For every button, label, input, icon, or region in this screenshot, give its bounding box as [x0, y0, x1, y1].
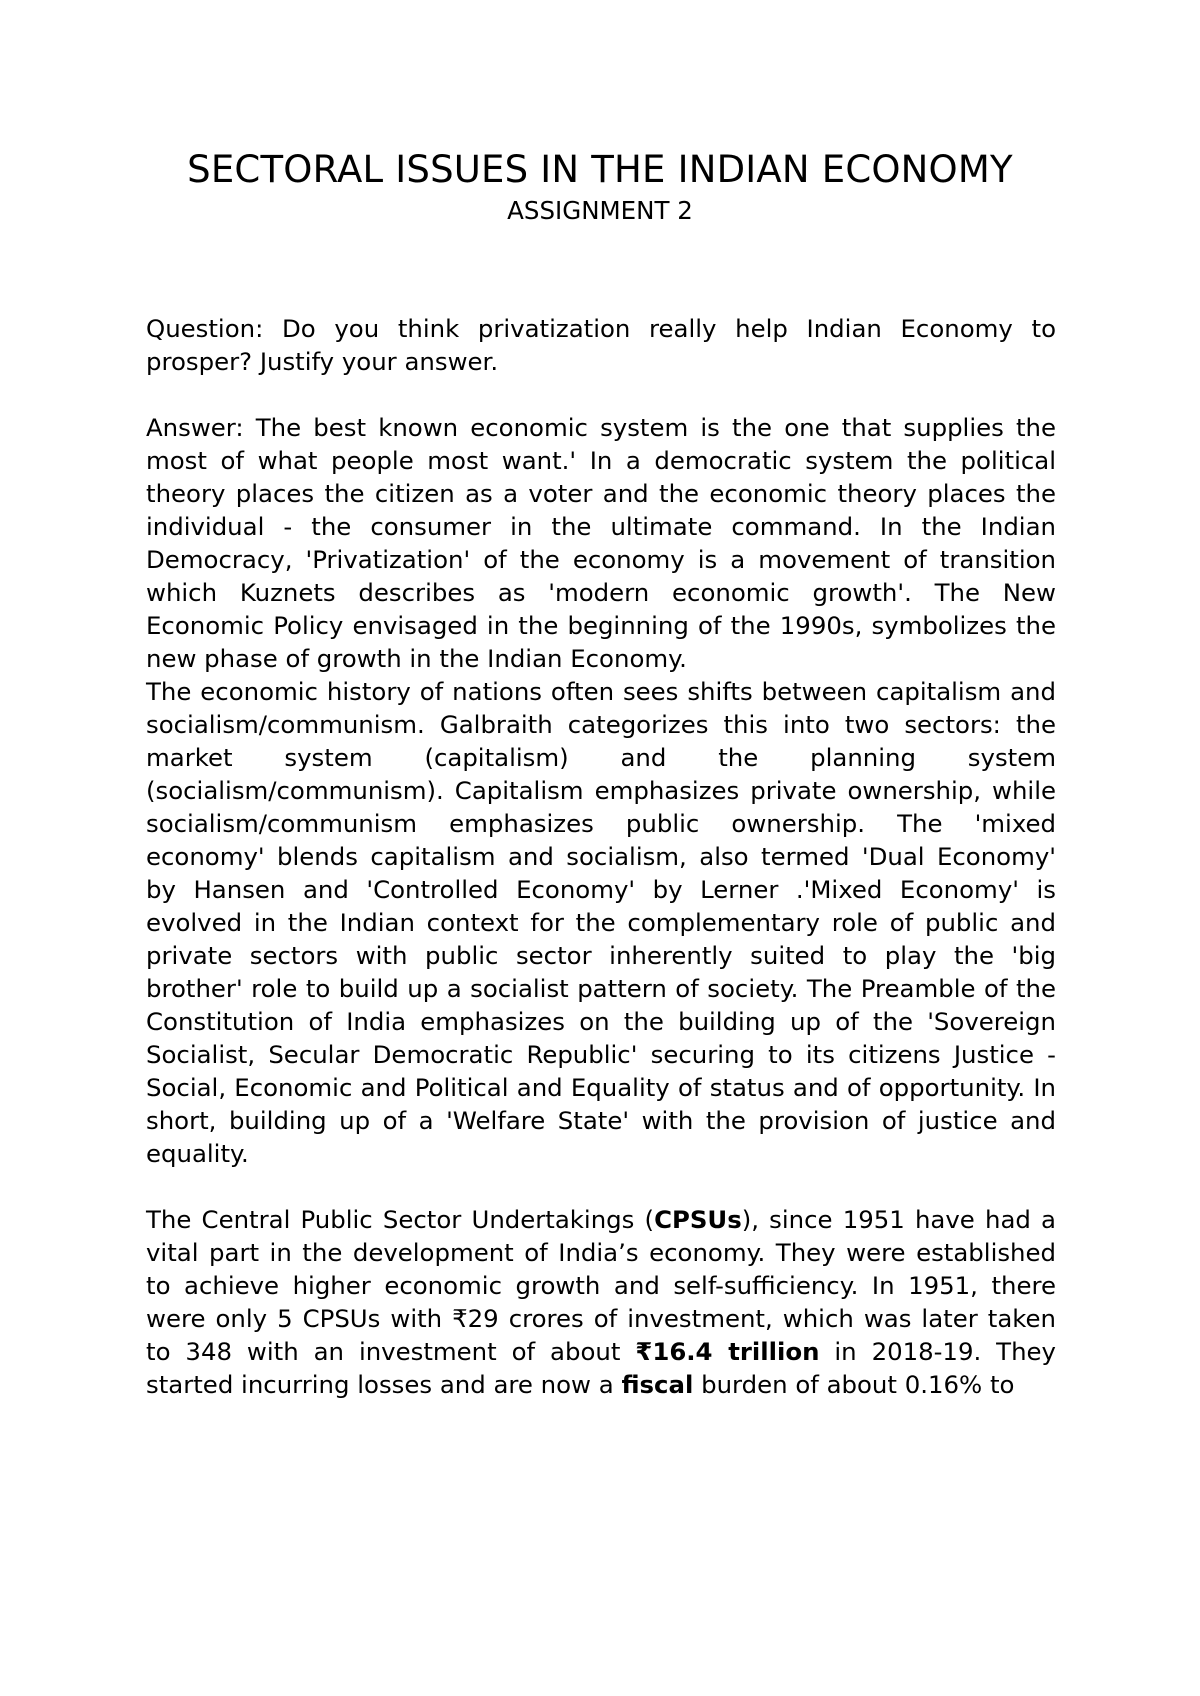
cpsu-text-4: burden of about 0.16% to	[693, 1370, 1015, 1399]
cpsu-text-1: The Central Public Sector Undertakings (	[146, 1205, 655, 1234]
document-body	[146, 312, 1056, 1401]
cpsu-text-2: ), since 1951 have had a vital part in the development of India’s economy. They were established to achieve higher economic growth and self-sufficiency. In 1951, there were only 5 CPSUs with ₹29 crores of investment, which was later taken to 348 with an investment of about	[146, 1205, 1056, 1366]
cpsu-text-3: in 2018-19. They started incurring losses and are now a	[146, 1337, 1056, 1399]
document-title: SECTORAL ISSUES IN THE INDIAN ECONOMY	[187, 148, 1013, 191]
cpsu-paragraph	[146, 1203, 1056, 1401]
paragraph-spacer	[146, 1170, 1056, 1203]
cpsu-bold-investment: ₹16.4 trillion	[635, 1337, 820, 1366]
question-paragraph: Question: Do you think privatization really help Indian Economy to prosper? Justify your answer.	[146, 314, 1056, 376]
cpsu-bold-fiscal: fiscal	[621, 1370, 694, 1399]
cpsu-bold-abbrev: CPSUs	[654, 1205, 742, 1234]
document-subtitle: ASSIGNMENT 2	[507, 196, 693, 225]
paragraph-spacer	[146, 378, 1056, 411]
answer-paragraph-2: The economic history of nations often sees shifts between capitalism and socialism/communism. Galbraith categorizes this into two sectors: the market system (capitalism) and the planning system (socialism/communism). Capitalism emphasizes private ownership, while socialism/communism emphasizes public ownership. The 'mixed economy' blends capitalism and socialism, also termed 'Dual Economy' by Hansen and 'Controlled Economy' by Lerner .'Mixed Economy' is evolved in the Indian context for the complementary role of public and private sectors with public sector inherently suited to play the 'big brother' role to build up a socialist pattern of society. The Preamble of the Constitution of India emphasizes on the building up of the 'Sovereign Socialist, Secular Democratic Republic' securing to its citizens Justice - Social, Economic and Political and Equality of status and of opportunity. In short, building up of a 'Welfare State' with the provision of justice and equality.	[146, 677, 1056, 1168]
answer-paragraph-1: Answer: The best known economic system is the one that supplies the most of what people most want.' In a democratic system the political theory places the citizen as a voter and the economic theory places the individual - the consumer in the ultimate command. In the Indian Democracy, 'Privatization' of the economy is a movement of transition which Kuznets describes as 'modern economic growth'. The New Economic Policy envisaged in the beginning of the 1990s, symbolizes the new phase of growth in the Indian Economy.	[146, 413, 1056, 673]
